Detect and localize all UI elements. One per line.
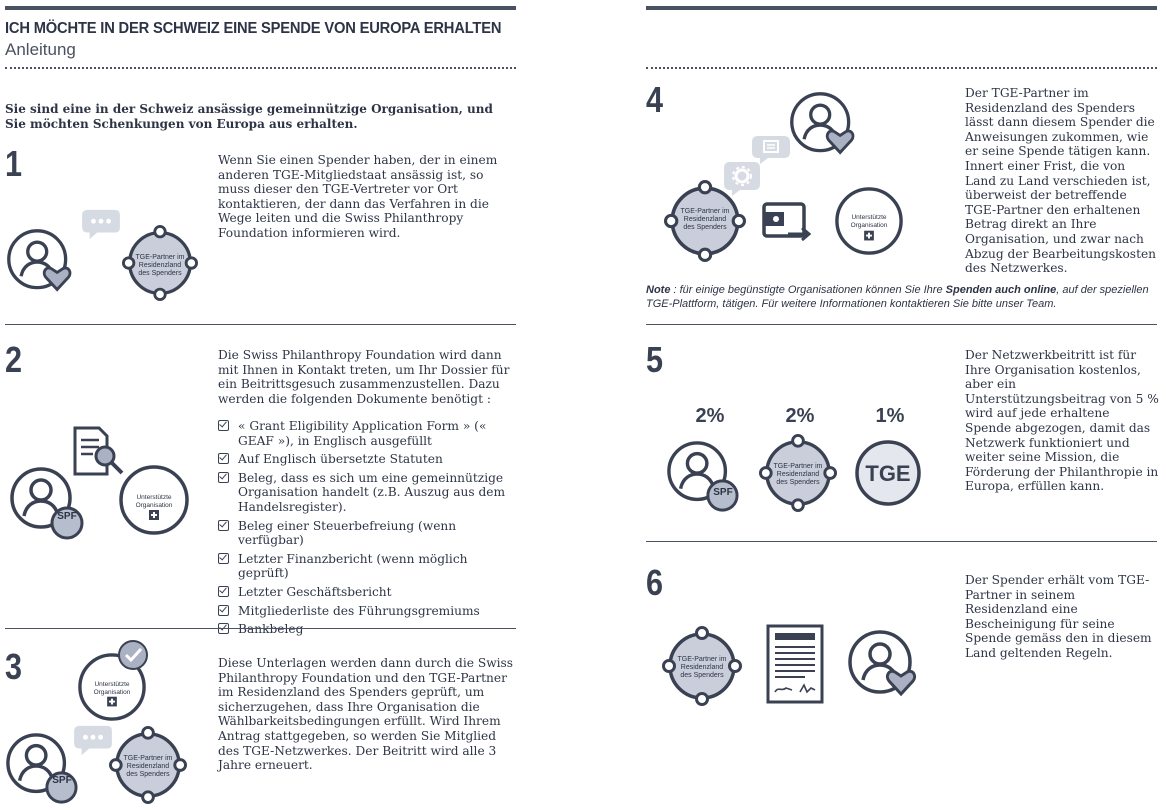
- tge-node-label-2: Residenzland: [776, 471, 820, 478]
- donor-heart-icon: [850, 632, 915, 694]
- step-2-divider: [5, 628, 516, 629]
- step-1-divider: [5, 324, 516, 325]
- step-4-divider: [646, 324, 1157, 325]
- tge-node-label-2: Residenzland: [126, 763, 170, 770]
- step-5-text: Der Netzwerkbeitritt ist für Ihre Organisation kostenlos, aber ein Unterstützungsbeitrag von 5 % wird auf jede erhaltene Spende abgezogen, damit das Netzwerk funktioniert und weiter seine Mission, die Förderung der Philanthropie in Europa, erfüllen kann.: [965, 348, 1159, 494]
- org-label-1: Unterstützte: [136, 494, 172, 501]
- tge-node-label-3: des Spenders: [138, 270, 182, 277]
- tge-node-label-1: TGE-Partner im: [773, 463, 823, 470]
- supported-org-icon: [837, 189, 901, 253]
- tge-partner-node-icon: [664, 628, 741, 705]
- step-2-text: Die Swiss Philanthropy Foundation wird dann mit Ihnen in Kontakt treten, um Ihr Dossier für ein Beitrittsgesuch zusammenzustellen. Dazu werden die folgenden Dokumente benötigt :: [218, 348, 510, 406]
- right-title-divider: [646, 67, 1157, 69]
- step-5-number: 5: [646, 339, 664, 380]
- checkbox-icon: [218, 420, 229, 431]
- org-label-1: Unterstützte: [851, 214, 887, 221]
- step-5-divider: [646, 541, 1157, 542]
- checklist-item: « Grant Eligibility Application Form » (« GEAF »), in Englisch ausgefüllt: [218, 419, 516, 448]
- checkbox-icon: [218, 553, 229, 564]
- spf-label: SPF: [52, 775, 72, 786]
- partner-fee-percentage: 2%: [785, 405, 815, 427]
- online-donation-note: Note : für einige begünstigte Organisationen können Sie Ihre Spenden auch online, auf der speziellen TGE-Plattform, tätigen. Für weitere Informationen kontaktieren Sie bitte unser Team.: [646, 284, 1149, 310]
- tge-fee-percentage: 1%: [875, 405, 905, 427]
- chat-bubble-icon: [74, 726, 112, 755]
- spf-label: SPF: [57, 511, 77, 522]
- checklist-item: Mitgliederliste des Führungsgremiums: [218, 604, 516, 619]
- donor-heart-icon: [9, 231, 70, 290]
- checkbox-icon: [218, 520, 229, 531]
- supported-org-icon: [121, 467, 187, 533]
- donor-fee-percentage: 2%: [695, 405, 725, 427]
- tge-partner-node-icon: [110, 727, 185, 802]
- checklist-item: Beleg, dass es sich um eine gemeinnützige Organisation handelt (z.B. Auszug aus dem Handelsregister).: [218, 471, 516, 515]
- tge-node-label-1: TGE-Partner im: [680, 208, 730, 215]
- tge-partner-node-icon: [760, 435, 835, 510]
- certificate-icon: [768, 626, 822, 702]
- checklist-item: Auf Englisch übersetzte Statuten: [218, 452, 516, 467]
- tge-node-label-2: Residenzland: [138, 262, 182, 269]
- step-3-illustration: [5, 638, 205, 806]
- donor-spf-icon: [8, 735, 76, 802]
- intro-text: Sie sind eine in der Schweiz ansässige gemeinnützige Organisation, und Sie möchten Schenkungen von Europa aus erhalten.: [5, 102, 493, 131]
- tge-node-label-3: des Spenders: [126, 771, 170, 778]
- checklist-item: Letzter Finanzbericht (wenn möglich geprüft): [218, 552, 516, 581]
- org-label-2: Organisation: [93, 689, 131, 696]
- tge-node-label-1: TGE-Partner im: [677, 656, 727, 663]
- page-subtitle: Anleitung: [5, 40, 76, 59]
- step-3-text: Diese Unterlagen werden dann durch die Swiss Philanthropy Foundation und den TGE-Partner im Residenzland des Spenders geprüft, um sicherzugehen, dass Ihre Organisation die Wählbarkeitsbedingungen erfüllt. Wird Ihrem Antrag stattgegeben, so werden Sie Mitglied des TGE-Netzwerkes. Der Beitritt wird alle 3 Jahre erneuert.: [218, 656, 514, 773]
- tge-node-label-1: TGE-Partner im: [135, 254, 185, 261]
- checklist-item: Beleg einer Steuerbefreiung (wenn verfügbar): [218, 519, 516, 548]
- org-label-2: Organisation: [135, 502, 173, 509]
- step-2-number: 2: [5, 339, 23, 380]
- step-3-number: 3: [5, 646, 23, 687]
- checkbox-icon: [218, 453, 229, 464]
- title-divider: [5, 67, 516, 69]
- step-6-text: Der Spender erhält vom TGE-Partner in seinem Residenzland eine Bescheinigung für seine Spende gemäss den in diesem Land geltenden Regeln.: [965, 573, 1152, 660]
- supported-org-approved-icon: [80, 641, 147, 719]
- step-1-number: 1: [5, 143, 23, 184]
- step-6-illustration: [660, 622, 922, 708]
- document-search-icon: [75, 428, 122, 474]
- checklist-item: Bankbeleg: [218, 622, 516, 637]
- tge-node-label-3: des Spenders: [680, 672, 724, 679]
- left-top-bar: [5, 6, 516, 10]
- checkbox-icon: [218, 472, 229, 483]
- step-4-number: 4: [646, 79, 664, 120]
- step-2-checklist: [218, 419, 516, 641]
- tge-network-icon: [857, 442, 919, 504]
- tge-partner-node-icon: [123, 226, 196, 299]
- step-1-text: Wenn Sie einen Spender haben, der in einem anderen TGE-Mitgliedstaat ansässig ist, so muss dieser den TGE-Vertreter vor Ort kontaktieren, der dann das Verfahren in die Wege leiten und die Swiss Philanthropy Foundation informieren wird.: [218, 153, 498, 240]
- donor-heart-icon: [792, 94, 853, 153]
- step-6-number: 6: [646, 562, 664, 603]
- tge-node-label-1: TGE-Partner im: [123, 755, 173, 762]
- step-5-illustration: [664, 432, 930, 516]
- donor-spf-icon: [669, 443, 737, 510]
- tge-label: TGE: [865, 461, 911, 486]
- org-label-1: Unterstützte: [94, 681, 130, 688]
- checkbox-icon: [218, 586, 229, 597]
- donor-spf-icon: [12, 469, 82, 538]
- tge-node-label-3: des Spenders: [683, 224, 727, 231]
- checkbox-icon: [218, 605, 229, 616]
- checklist-item: Letzter Geschäftsbericht: [218, 585, 516, 600]
- step-1-illustration: [5, 205, 205, 305]
- step-4-text: Der TGE-Partner im Residenzland des Spenders lässt dann diesem Spender die Anweisungen zukommen, wie er seine Spende tätigen kann. Innert einer Frist, die von Land zu Land verschieden ist, überweist der betreffende TGE-Partner den erhaltenen Betrag direkt an Ihre Organisation, und zwar nach Abzug der Bearbeitungskosten des Netzwerkes.: [965, 86, 1157, 276]
- chat-bubble-icon: [82, 210, 120, 239]
- step-4-illustration: [660, 88, 940, 266]
- step-2-illustration: [5, 422, 205, 542]
- settings-bubble-icon: [724, 162, 760, 196]
- tge-node-label-3: des Spenders: [776, 479, 820, 486]
- wallet-transfer-icon: [764, 204, 809, 240]
- spf-label: SPF: [713, 487, 733, 498]
- page-title: ICH MÖCHTE IN DER SCHWEIZ EINE SPENDE VON EUROPA ERHALTEN: [5, 20, 502, 37]
- org-label-2: Organisation: [850, 222, 888, 229]
- tge-node-label-2: Residenzland: [683, 216, 727, 223]
- right-top-bar: [646, 6, 1157, 10]
- tge-node-label-2: Residenzland: [680, 664, 724, 671]
- form-bubble-icon: [752, 136, 790, 164]
